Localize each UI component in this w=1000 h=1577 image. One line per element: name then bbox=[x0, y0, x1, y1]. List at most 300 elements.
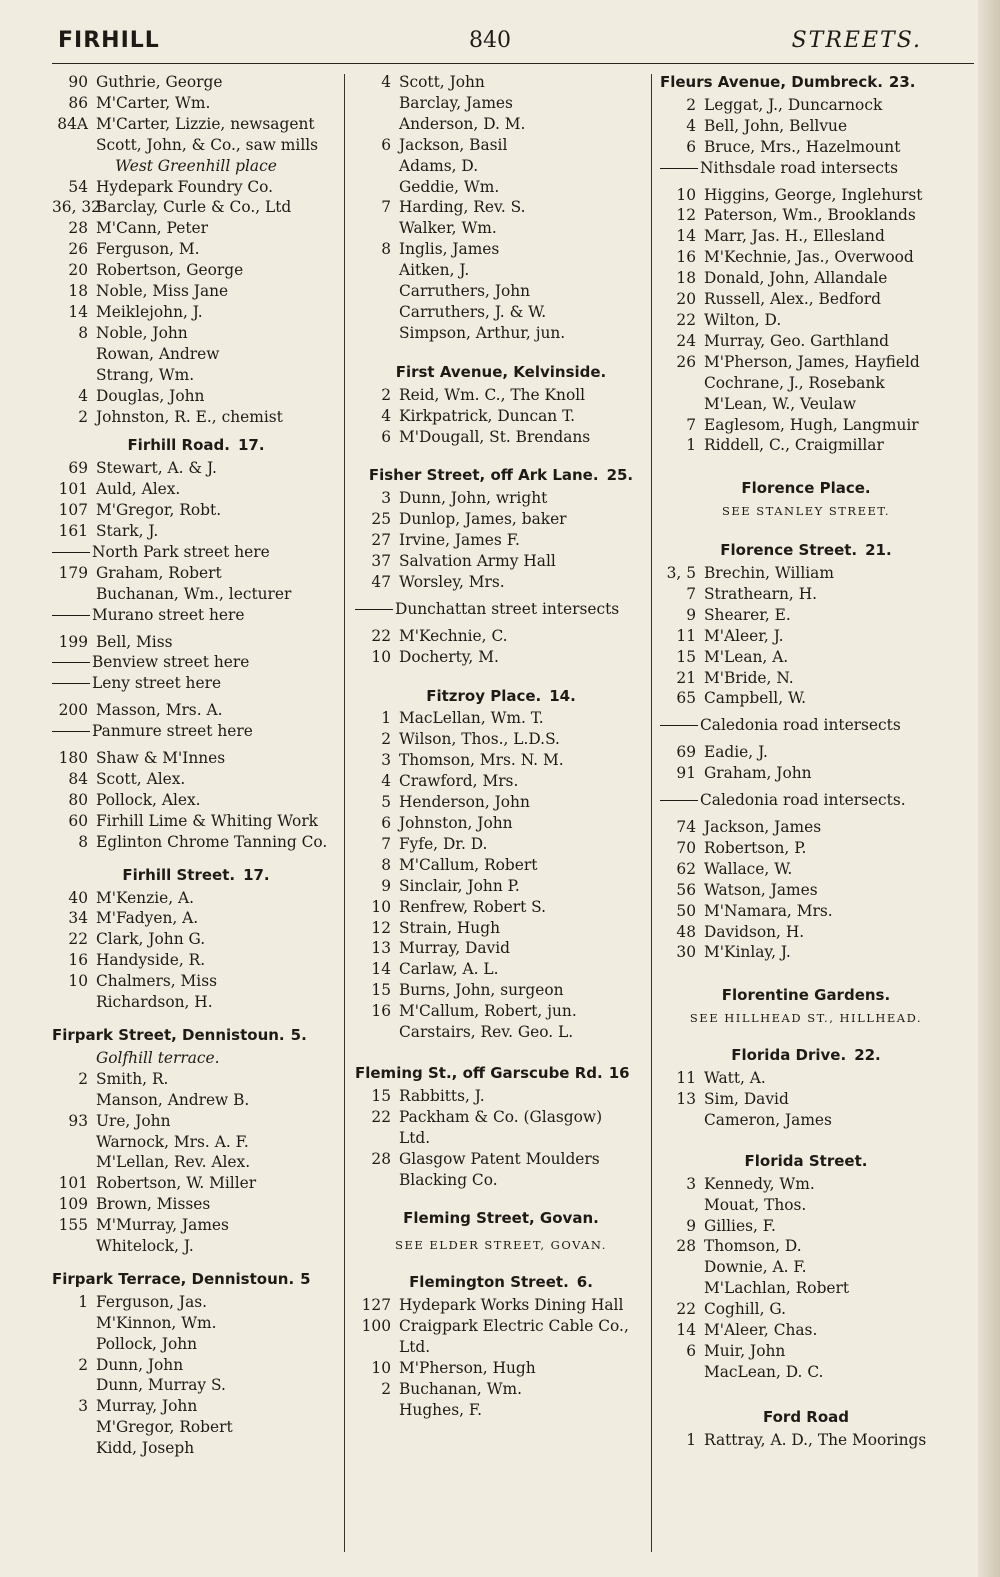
house-number: 161 bbox=[58, 522, 88, 541]
column-1 bbox=[52, 72, 340, 1459]
occupant-name: Muir, John bbox=[704, 1341, 786, 1360]
entry-group bbox=[355, 72, 647, 344]
directory-entry bbox=[52, 1417, 340, 1438]
directory-entry bbox=[52, 239, 340, 260]
house-number: 10 bbox=[371, 897, 391, 916]
directory-entry bbox=[52, 135, 340, 156]
occupant-name: M'Kechnie, Jas., Overwood bbox=[704, 248, 914, 267]
district-number: 5. bbox=[290, 1025, 307, 1044]
entry-group bbox=[355, 385, 647, 448]
house-number bbox=[52, 1438, 96, 1459]
directory-entry bbox=[52, 386, 340, 407]
house-number: 12 bbox=[676, 206, 696, 225]
house-number: 1 bbox=[381, 709, 391, 728]
house-number bbox=[52, 992, 96, 1013]
occupant-name: Kennedy, Wm. bbox=[704, 1174, 815, 1193]
directory-entry bbox=[660, 95, 952, 116]
directory-entry bbox=[52, 177, 340, 198]
house-number: 26 bbox=[68, 240, 88, 259]
house-number bbox=[660, 1278, 704, 1299]
directory-entry bbox=[660, 1236, 952, 1257]
directory-entry bbox=[52, 1334, 340, 1355]
occupant-name: Sinclair, John P. bbox=[399, 876, 520, 895]
occupant-name: Ferguson, Jas. bbox=[96, 1292, 208, 1311]
occupant-name: M'Bride, N. bbox=[704, 668, 794, 687]
directory-entry bbox=[355, 771, 647, 792]
directory-entry bbox=[660, 668, 952, 689]
intersection-note: Leny street here bbox=[52, 673, 340, 694]
occupant-name: Handyside, R. bbox=[96, 951, 206, 970]
occupant-name: Ltd. bbox=[399, 1337, 431, 1356]
occupant-name: M'Kechnie, C. bbox=[399, 626, 508, 645]
occupant-name: Crawford, Mrs. bbox=[399, 772, 519, 791]
occupant-name: M'Lellan, Rev. Alex. bbox=[96, 1153, 251, 1172]
house-number: 25 bbox=[371, 510, 391, 529]
see-reference: SEE STANLEY STREET. bbox=[721, 504, 891, 519]
occupant-name: Ferguson, M. bbox=[96, 240, 200, 259]
directory-entry bbox=[355, 488, 647, 509]
house-number: 16 bbox=[68, 951, 88, 970]
house-number: 28 bbox=[371, 1149, 391, 1168]
directory-entry bbox=[660, 817, 952, 838]
directory-entry bbox=[52, 992, 340, 1013]
occupant-name: Watson, James bbox=[704, 880, 818, 899]
directory-entry bbox=[52, 748, 340, 769]
street-name: First Avenue, Kelvinside. bbox=[395, 362, 607, 381]
house-number: 22 bbox=[371, 626, 391, 645]
house-number: 9 bbox=[686, 605, 696, 624]
entry-group bbox=[52, 748, 340, 853]
occupant-name: M'Cann, Peter bbox=[96, 219, 208, 238]
intersection-note: Murano street here bbox=[52, 605, 340, 626]
directory-entry bbox=[660, 922, 952, 943]
occupant-name: Scott, John bbox=[399, 73, 485, 91]
house-number: 200 bbox=[58, 701, 88, 720]
directory-entry bbox=[52, 500, 340, 521]
house-number: 50 bbox=[676, 901, 696, 920]
house-number: 28 bbox=[68, 219, 88, 238]
see-reference: SEE ELDER STREET, GOVAN. bbox=[395, 1238, 607, 1253]
directory-entry bbox=[355, 156, 647, 177]
occupant-name: Harding, Rev. S. bbox=[399, 198, 526, 217]
directory-entry bbox=[52, 323, 340, 344]
occupant-name: Higgins, George, Inglehurst bbox=[704, 185, 923, 204]
district-number: 6. bbox=[576, 1273, 593, 1292]
occupant-name: Pollock, Alex. bbox=[96, 790, 201, 809]
occupant-name: Wallace, W. bbox=[704, 859, 793, 878]
directory-entry bbox=[355, 1022, 647, 1043]
occupant-name: Hydepark Foundry Co. bbox=[96, 177, 274, 196]
street-name: Firpark Street, Dennistoun. bbox=[52, 1025, 285, 1044]
house-number: 84A bbox=[57, 114, 88, 133]
directory-entry bbox=[355, 876, 647, 897]
occupant-name: Adams, D. bbox=[399, 156, 479, 175]
occupant-name: Marr, Jas. H., Ellesland bbox=[704, 227, 885, 246]
occupant-name: Murray, David bbox=[399, 939, 510, 958]
occupant-name: Carstairs, Rev. Geo. L. bbox=[399, 1023, 574, 1042]
house-number: 8 bbox=[78, 832, 88, 851]
directory-entry bbox=[52, 769, 340, 790]
occupant-name: Scott, John, & Co., saw mills bbox=[96, 135, 319, 154]
entry-group bbox=[660, 1068, 952, 1131]
entry-group bbox=[660, 95, 952, 158]
street-name: Firhill Street. bbox=[122, 865, 236, 884]
directory-entry bbox=[52, 197, 340, 218]
occupant-name: Burns, John, surgeon bbox=[399, 981, 564, 1000]
occupant-name: Irvine, James F. bbox=[399, 531, 520, 550]
directory-entry bbox=[355, 239, 647, 260]
occupant-name: Carruthers, J. & W. bbox=[399, 302, 547, 321]
street-heading bbox=[660, 985, 952, 1006]
running-head-right: STREETS. bbox=[791, 28, 922, 53]
directory-entry bbox=[52, 1090, 340, 1111]
directory-entry bbox=[355, 114, 647, 135]
page-number: 840 bbox=[469, 28, 511, 53]
directory-entry bbox=[660, 763, 952, 784]
house-number: 40 bbox=[68, 888, 88, 907]
house-number: 7 bbox=[381, 198, 391, 217]
occupant-name: M'Gregor, Robert bbox=[96, 1418, 233, 1437]
directory-entry bbox=[355, 530, 647, 551]
house-number: 127 bbox=[361, 1296, 391, 1315]
occupant-name: Murray, John bbox=[96, 1397, 198, 1416]
house-number bbox=[355, 281, 399, 302]
occupant-name: M'Namara, Mrs. bbox=[704, 901, 833, 920]
house-number: 10 bbox=[371, 1358, 391, 1377]
house-number: 22 bbox=[68, 930, 88, 949]
directory-entry bbox=[660, 1299, 952, 1320]
house-number bbox=[355, 218, 399, 239]
directory-entry bbox=[52, 344, 340, 365]
directory-entry bbox=[660, 310, 952, 331]
house-number: 28 bbox=[676, 1237, 696, 1256]
directory-entry bbox=[52, 281, 340, 302]
house-number: 69 bbox=[68, 459, 88, 478]
directory-entry bbox=[355, 1107, 647, 1128]
district-number: 17. bbox=[237, 436, 265, 455]
entry-group bbox=[52, 72, 340, 156]
occupant-name: Paterson, Wm., Brooklands bbox=[704, 206, 916, 225]
occupant-name: Rattray, A. D., The Moorings bbox=[704, 1430, 927, 1449]
house-number: 7 bbox=[686, 584, 696, 603]
directory-entry bbox=[660, 742, 952, 763]
house-number: 80 bbox=[68, 790, 88, 809]
directory-entry bbox=[52, 114, 340, 135]
occupant-name: Noble, Miss Jane bbox=[96, 282, 229, 301]
house-number: 36, 32 bbox=[52, 198, 101, 217]
occupant-name: Dunn, Murray S. bbox=[96, 1376, 226, 1395]
occupant-name: Barclay, James bbox=[399, 93, 513, 112]
occupant-name: Carlaw, A. L. bbox=[399, 960, 499, 979]
occupant-name: Donald, John, Allandale bbox=[704, 269, 888, 288]
house-number: 9 bbox=[381, 876, 391, 895]
occupant-name: Riddell, C., Craigmillar bbox=[704, 436, 884, 455]
house-number: 18 bbox=[676, 269, 696, 288]
directory-entry bbox=[355, 959, 647, 980]
house-number: 91 bbox=[676, 764, 696, 783]
street-heading bbox=[52, 1025, 340, 1046]
house-number: 11 bbox=[676, 1069, 696, 1088]
directory-entry bbox=[660, 1089, 952, 1110]
occupant-name: Strathearn, H. bbox=[704, 584, 818, 603]
house-number: 22 bbox=[676, 1300, 696, 1319]
house-number: 1 bbox=[78, 1292, 88, 1311]
occupant-name: Rabbitts, J. bbox=[399, 1086, 485, 1105]
occupant-name: Henderson, John bbox=[399, 793, 530, 812]
house-number: 2 bbox=[381, 1379, 391, 1398]
directory-entry bbox=[660, 185, 952, 206]
occupant-name: Dunn, John bbox=[96, 1355, 184, 1374]
entry-group bbox=[660, 742, 952, 784]
house-number: 2 bbox=[686, 95, 696, 114]
occupant-name: Cameron, James bbox=[704, 1110, 832, 1129]
house-number: 3 bbox=[381, 489, 391, 508]
intersection-note: North Park street here bbox=[52, 542, 340, 563]
occupant-name: Simpson, Arthur, jun. bbox=[399, 323, 566, 342]
column-divider bbox=[344, 74, 345, 1552]
occupant-name: Docherty, M. bbox=[399, 647, 499, 666]
occupant-name: Walker, Wm. bbox=[399, 219, 497, 238]
directory-entry bbox=[660, 584, 952, 605]
house-number: 3 bbox=[381, 751, 391, 770]
house-number bbox=[355, 1128, 399, 1149]
house-number bbox=[660, 373, 704, 394]
directory-entry bbox=[660, 435, 952, 456]
street-name: Florence Place. bbox=[741, 479, 871, 498]
directory-entry bbox=[355, 177, 647, 198]
directory-entry bbox=[52, 908, 340, 929]
house-number: 180 bbox=[58, 749, 88, 768]
directory-entry bbox=[660, 373, 952, 394]
occupant-name: Inglis, James bbox=[399, 240, 500, 259]
house-number: 6 bbox=[686, 1341, 696, 1360]
directory-entry bbox=[355, 135, 647, 156]
occupant-name: Davidson, H. bbox=[704, 922, 805, 941]
street-heading bbox=[355, 362, 647, 383]
occupant-name: Blacking Co. bbox=[399, 1170, 498, 1189]
occupant-name: Shaw & M'Innes bbox=[96, 749, 226, 768]
entry-group bbox=[660, 185, 952, 457]
intersection-note: Benview street here bbox=[52, 652, 340, 673]
occupant-name: Stark, J. bbox=[96, 522, 159, 541]
running-head-left: FIRHILL bbox=[58, 28, 160, 53]
occupant-name: Brown, Misses bbox=[96, 1195, 211, 1214]
directory-entry bbox=[355, 1001, 647, 1022]
directory-entry bbox=[660, 226, 952, 247]
directory-entry bbox=[52, 1132, 340, 1153]
directory-entry bbox=[660, 942, 952, 963]
house-number bbox=[355, 1337, 399, 1358]
page-binding-edge bbox=[978, 0, 1000, 1577]
directory-entry bbox=[52, 479, 340, 500]
directory-entry bbox=[52, 521, 340, 542]
occupant-name: Whitelock, J. bbox=[96, 1237, 194, 1256]
house-number: 2 bbox=[381, 385, 391, 404]
occupant-name: Craigpark Electric Cable Co., bbox=[399, 1317, 629, 1336]
street-name: Firhill Road. bbox=[127, 436, 230, 455]
occupant-name: M'Kinnon, Wm. bbox=[96, 1313, 217, 1332]
header-rule bbox=[52, 63, 974, 64]
occupant-name: Gillies, F. bbox=[704, 1216, 776, 1235]
occupant-name: Wilson, Thos., L.D.S. bbox=[399, 730, 560, 749]
house-number: 20 bbox=[676, 290, 696, 309]
occupant-name: Glasgow Patent Moulders bbox=[399, 1149, 600, 1168]
street-name: Fisher Street, off Ark Lane. bbox=[368, 466, 599, 485]
occupant-name: Pollock, John bbox=[96, 1334, 198, 1353]
occupant-name: Cochrane, J., Rosebank bbox=[704, 373, 885, 392]
occupant-name: M'Aleer, Chas. bbox=[704, 1321, 818, 1340]
street-heading bbox=[660, 72, 952, 93]
entry-group bbox=[52, 1292, 340, 1459]
street-name: Fleming St., off Garscube Rd. bbox=[355, 1063, 603, 1082]
occupant-name: Kidd, Joseph bbox=[96, 1439, 195, 1458]
directory-entry bbox=[355, 572, 647, 593]
house-number bbox=[660, 1362, 704, 1383]
house-number bbox=[355, 1170, 399, 1191]
occupant-name: Eglinton Chrome Tanning Co. bbox=[96, 832, 328, 851]
directory-entry bbox=[355, 855, 647, 876]
directory-entry bbox=[52, 1355, 340, 1376]
district-number: 14. bbox=[549, 686, 576, 705]
directory-entry bbox=[660, 1068, 952, 1089]
house-number: 2 bbox=[78, 1355, 88, 1374]
directory-entry bbox=[355, 792, 647, 813]
column-divider bbox=[651, 74, 652, 1552]
house-number bbox=[355, 302, 399, 323]
house-number: 3 bbox=[78, 1397, 88, 1416]
house-number: 9 bbox=[686, 1216, 696, 1235]
house-number: 54 bbox=[68, 177, 88, 196]
occupant-name: Meiklejohn, J. bbox=[96, 302, 203, 321]
house-number: 10 bbox=[68, 972, 88, 991]
directory-entry bbox=[355, 647, 647, 668]
occupant-name: Buchanan, Wm. bbox=[399, 1379, 523, 1398]
house-number: 179 bbox=[58, 563, 88, 582]
directory-entry bbox=[355, 1295, 647, 1316]
occupant-name: Mouat, Thos. bbox=[704, 1195, 807, 1214]
directory-entry bbox=[660, 352, 952, 373]
occupant-name: M'Carter, Wm. bbox=[96, 93, 211, 112]
house-number: 20 bbox=[68, 261, 88, 280]
house-number bbox=[52, 135, 96, 156]
directory-entry bbox=[355, 218, 647, 239]
house-number: 74 bbox=[676, 818, 696, 836]
district-number: 21. bbox=[865, 541, 892, 560]
house-number: 60 bbox=[68, 811, 88, 830]
house-number bbox=[52, 365, 96, 386]
house-number: 14 bbox=[371, 960, 391, 979]
house-number: 24 bbox=[676, 331, 696, 350]
occupant-name: Carruthers, John bbox=[399, 282, 531, 301]
directory-entry bbox=[355, 302, 647, 323]
house-number: 56 bbox=[676, 880, 696, 899]
directory-entry bbox=[355, 938, 647, 959]
district-number: 25. bbox=[606, 466, 634, 485]
occupant-name: Shearer, E. bbox=[704, 605, 791, 624]
directory-entry bbox=[660, 901, 952, 922]
directory-entry bbox=[52, 1396, 340, 1417]
house-number: 11 bbox=[676, 626, 696, 645]
house-number: 34 bbox=[68, 909, 88, 928]
house-number: 2 bbox=[78, 1069, 88, 1088]
directory-entry bbox=[660, 1216, 952, 1237]
column-2 bbox=[355, 72, 647, 1421]
occupant-name: Hughes, F. bbox=[399, 1400, 483, 1419]
occupant-name: Strain, Hugh bbox=[399, 918, 500, 937]
occupant-name: Noble, John bbox=[96, 323, 188, 342]
house-number: 4 bbox=[381, 772, 391, 791]
entry-group bbox=[52, 177, 340, 428]
directory-entry bbox=[52, 811, 340, 832]
occupant-name: M'Lean, W., Veulaw bbox=[704, 394, 856, 413]
house-number bbox=[660, 1257, 704, 1278]
directory-entry bbox=[355, 813, 647, 834]
occupant-name: Smith, R. bbox=[96, 1069, 169, 1088]
directory-entry bbox=[660, 605, 952, 626]
occupant-name: Jackson, Basil bbox=[399, 135, 508, 154]
district-number: 23. bbox=[888, 73, 916, 91]
house-number: 6 bbox=[381, 427, 391, 446]
house-number bbox=[355, 156, 399, 177]
street-heading bbox=[660, 1407, 952, 1428]
directory-entry bbox=[52, 1173, 340, 1194]
directory-entry bbox=[355, 1170, 647, 1191]
occupant-name: Scott, Alex. bbox=[96, 770, 186, 788]
sub-street-label: Golfhill terrace. bbox=[96, 1048, 220, 1067]
street-name: Florentine Gardens. bbox=[721, 986, 891, 1005]
occupant-name: Reid, Wm. C., The Knoll bbox=[399, 385, 586, 404]
directory-entry bbox=[52, 700, 340, 721]
house-number: 65 bbox=[676, 689, 696, 708]
occupant-name: Douglas, John bbox=[96, 386, 205, 405]
directory-entry bbox=[355, 260, 647, 281]
occupant-name: Coghill, G. bbox=[704, 1300, 786, 1319]
directory-entry bbox=[52, 1313, 340, 1334]
house-number bbox=[52, 1313, 96, 1334]
house-number bbox=[660, 394, 704, 415]
house-number: 27 bbox=[371, 531, 391, 550]
page-header bbox=[58, 28, 922, 62]
street-name: Florida Street. bbox=[744, 1151, 868, 1170]
house-number bbox=[355, 177, 399, 198]
occupant-name: M'Pherson, James, Hayfield bbox=[704, 352, 920, 371]
house-number bbox=[52, 1375, 96, 1396]
street-name: Florence Street. bbox=[720, 541, 858, 560]
street-heading bbox=[355, 1272, 647, 1293]
house-number: 16 bbox=[371, 1002, 391, 1021]
directory-entry bbox=[355, 72, 647, 93]
entry-group bbox=[355, 626, 647, 668]
directory-entry bbox=[52, 1215, 340, 1236]
occupant-name: Barclay, Curle & Co., Ltd bbox=[96, 198, 292, 217]
occupant-name: Clark, John G. bbox=[96, 930, 206, 949]
directory-entry bbox=[52, 632, 340, 653]
directory-entry bbox=[660, 1195, 952, 1216]
house-number: 3 bbox=[686, 1174, 696, 1193]
directory-entry bbox=[355, 323, 647, 344]
directory-entry bbox=[355, 1379, 647, 1400]
directory-entry bbox=[355, 1128, 647, 1149]
directory-entry bbox=[355, 1149, 647, 1170]
house-number: 2 bbox=[78, 407, 88, 426]
house-number: 37 bbox=[371, 552, 391, 571]
directory-entry bbox=[52, 1069, 340, 1090]
directory-entry bbox=[660, 1257, 952, 1278]
occupant-name: Ltd. bbox=[399, 1128, 431, 1147]
directory-entry bbox=[355, 385, 647, 406]
directory-entry bbox=[52, 302, 340, 323]
directory-entry bbox=[52, 458, 340, 479]
